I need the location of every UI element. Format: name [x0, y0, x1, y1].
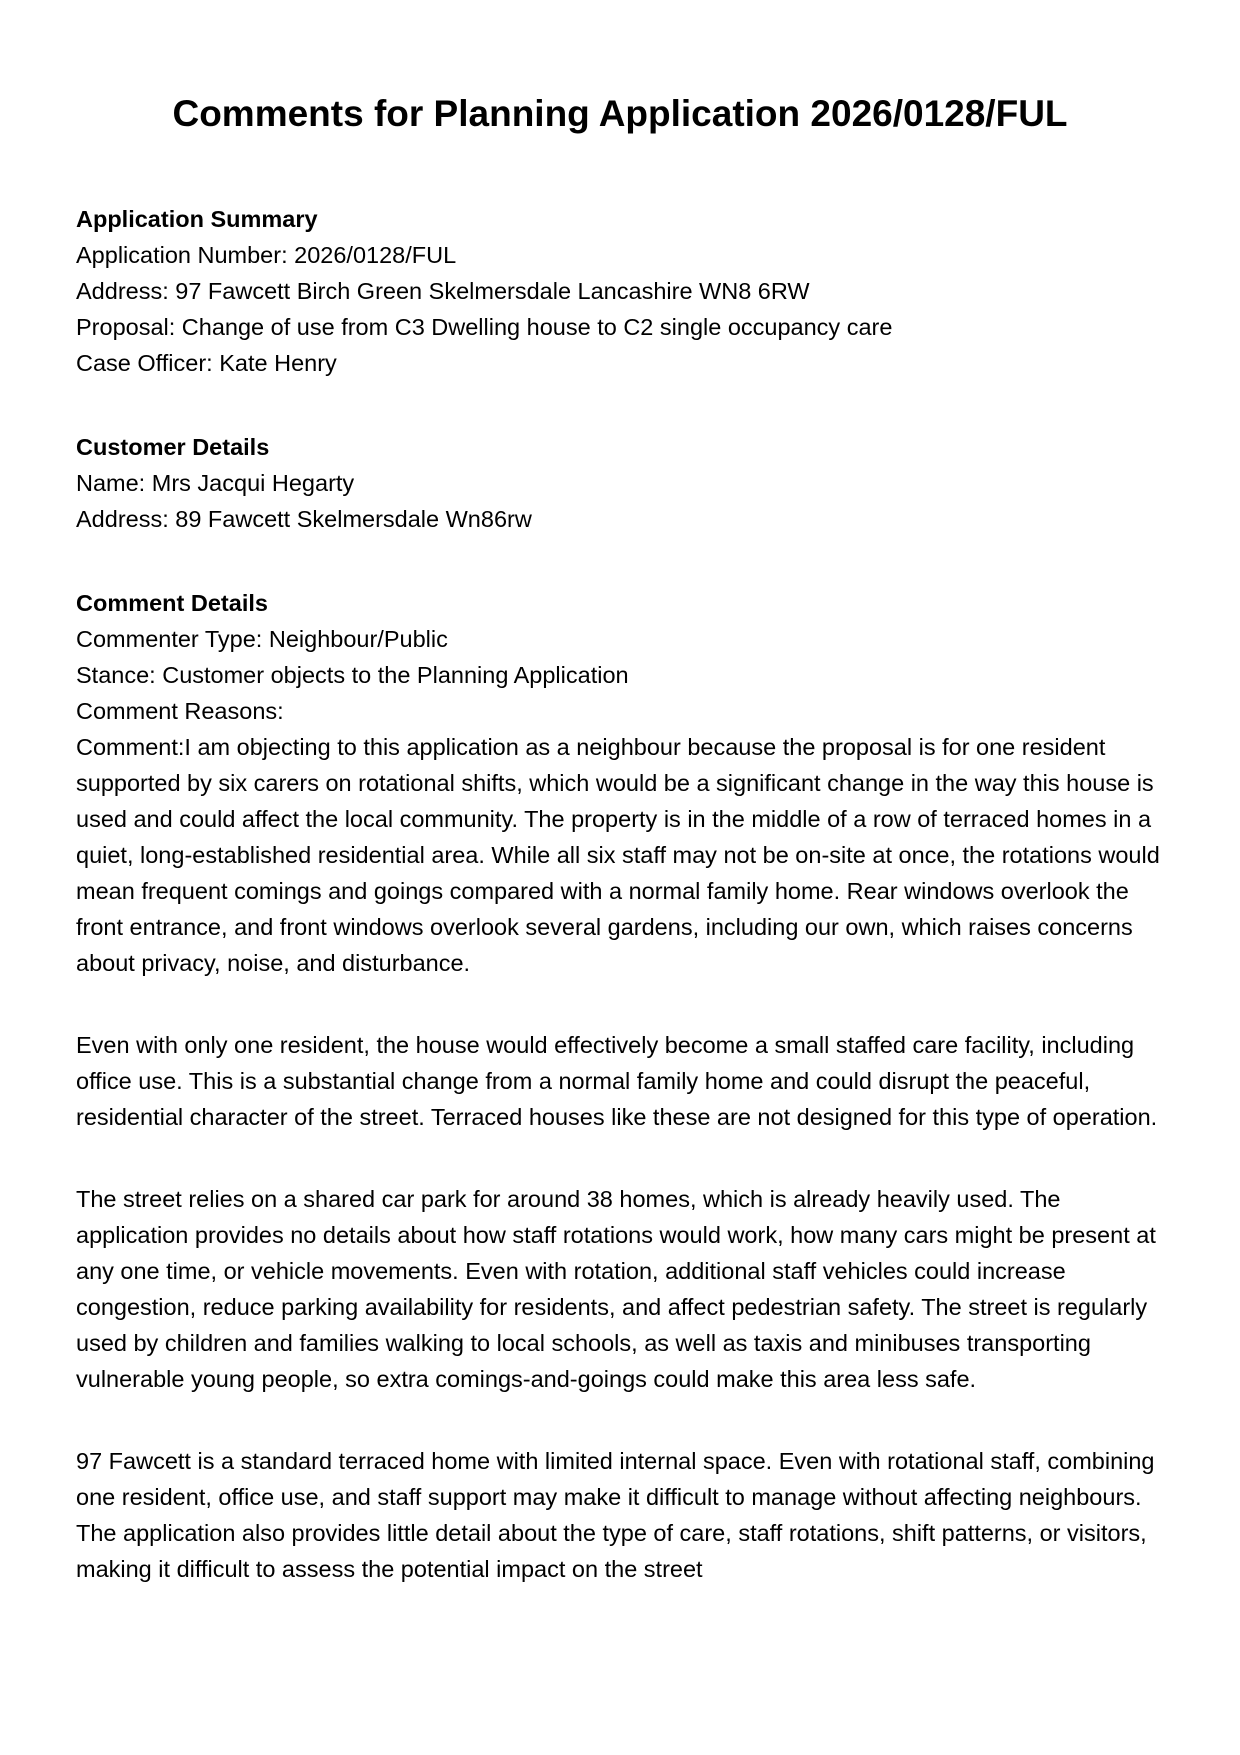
proposal-line: Proposal: Change of use from C3 Dwelling house to C2 single occupancy care: [76, 314, 893, 340]
application-number-line: Application Number: 2026/0128/FUL: [76, 242, 457, 268]
stance-line: Stance: Customer objects to the Planning Application: [76, 662, 629, 688]
comment-details-heading: Comment Details: [76, 590, 268, 616]
customer-name-line: Name: Mrs Jacqui Hegarty: [76, 470, 355, 496]
comment-details-section: [76, 585, 1164, 1587]
comment-paragraph-1: Comment:I am objecting to this application as a neighbour because the proposal is for one resident supported by six carers on rotational shifts, which would be a significant change in the way this house is used and could affect the local community. The property is in the middle of a row of terraced homes in a quiet, long-established residential area. While all six staff may not be on-site at once, the rotations would mean frequent comings and goings compared with a normal family home. Rear windows overlook the front entrance, and front windows overlook several gardens, including our own, which raises concerns about privacy, noise, and disturbance.: [76, 734, 1160, 976]
case-officer-line: Case Officer: Kate Henry: [76, 350, 337, 376]
customer-details-section: [76, 429, 1164, 537]
comment-paragraph-4: 97 Fawcett is a standard terraced home with limited internal space. Even with rotational staff, combining one resident, office use, and staff support may make it difficult to manage without affecting neighbours. The application also provides little detail about the type of care, staff rotations, shift patterns, or visitors, making it difficult to assess the potential impact on the street: [76, 1448, 1155, 1582]
customer-details-heading: Customer Details: [76, 434, 270, 460]
comment-paragraph-2: Even with only one resident, the house would effectively become a small staffed care facility, including office use. This is a substantial change from a normal family home and could disrupt the peaceful, residential character of the street. Terraced houses like these are not designed for this type of operation.: [76, 1032, 1158, 1130]
application-address-line: Address: 97 Fawcett Birch Green Skelmersdale Lancashire WN8 6RW: [76, 278, 810, 304]
application-summary-section: [76, 201, 1164, 381]
application-summary-heading: Application Summary: [76, 206, 318, 232]
commenter-type-line: Commenter Type: Neighbour/Public: [76, 626, 448, 652]
customer-address-line: Address: 89 Fawcett Skelmersdale Wn86rw: [76, 506, 532, 532]
comment-reasons-line: Comment Reasons:: [76, 698, 284, 724]
comment-paragraph-3: The street relies on a shared car park for around 38 homes, which is already heavily used. The application provides no details about how staff rotations would work, how many cars might be present at any one time, or vehicle movements. Even with rotation, additional staff vehicles could increase congestion, reduce parking availability for residents, and affect pedestrian safety. The street is regularly used by children and families walking to local schools, as well as taxis and minibuses transporting vulnerable young people, so extra comings-and-goings could make this area less safe.: [76, 1186, 1156, 1392]
page-title: Comments for Planning Application 2026/0128/FUL: [172, 93, 1068, 134]
